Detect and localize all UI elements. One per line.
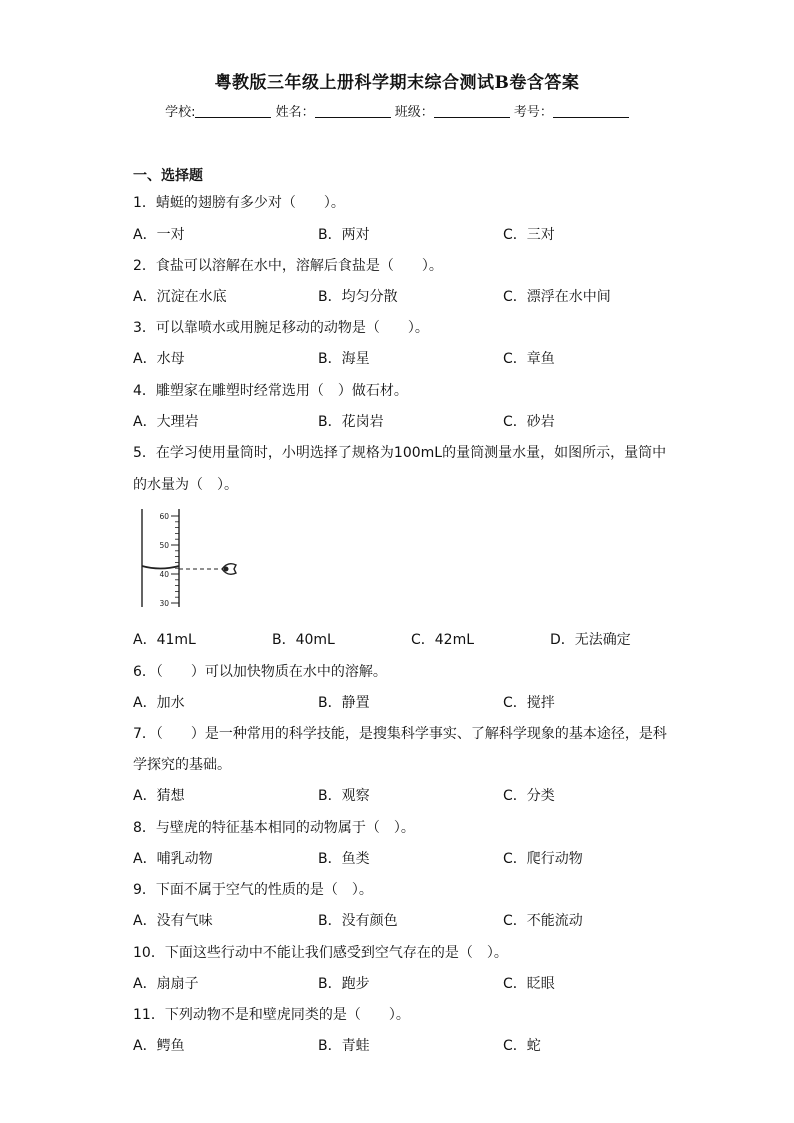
- q2-option-c[interactable]: C．漂浮在水中间: [503, 289, 611, 305]
- question-6: 6．（ ）可以加快物质在水中的溶解。: [133, 664, 387, 680]
- q5-option-a[interactable]: A．41mL: [133, 632, 196, 648]
- question-8: 8．与壁虎的特征基本相同的动物属于（ ）。: [133, 820, 415, 836]
- number-blank[interactable]: [553, 104, 629, 118]
- tick-label-40: 40: [159, 570, 169, 579]
- q5-option-c[interactable]: C．42mL: [411, 632, 475, 648]
- page-title: 粤教版三年级上册科学期末综合测试B卷含答案: [214, 73, 580, 93]
- q11-option-a[interactable]: A．鳄鱼: [133, 1038, 185, 1054]
- q1-option-c[interactable]: C．三对: [503, 227, 555, 243]
- name-label: 姓名：: [275, 105, 315, 120]
- q8-option-c[interactable]: C．爬行动物: [503, 851, 583, 867]
- school-label: 学校:: [165, 105, 196, 120]
- question-5-continued: 的水量为（ ）。: [133, 477, 238, 493]
- school-blank[interactable]: [195, 104, 271, 118]
- question-4: 4．雕塑家在雕塑时经常选用（ ）做石材。: [133, 383, 408, 399]
- question-3: 3．可以靠喷水或用腕足移动的动物是（ ）。: [133, 320, 429, 336]
- question-2: 2．食盐可以溶解在水中，溶解后食盐是（ ）。: [133, 258, 443, 274]
- question-7: 7．（ ）是一种常用的科学技能，是搜集科学事实、了解科学现象的基本途径，是科: [133, 726, 667, 742]
- q11-option-b[interactable]: B．青蛙: [318, 1038, 370, 1054]
- q6-option-c[interactable]: C．搅拌: [503, 695, 555, 711]
- q7-option-b[interactable]: B．观察: [318, 788, 370, 804]
- question-7-continued: 学探究的基础。: [133, 757, 231, 773]
- q5-option-b[interactable]: B．40mL: [272, 632, 335, 648]
- student-info-line: [0, 101, 794, 120]
- q10-option-a[interactable]: A．扇扇子: [133, 976, 199, 992]
- tick-label-30: 30: [159, 599, 169, 608]
- eye-icon: [222, 564, 236, 575]
- q10-option-c[interactable]: C．眨眼: [503, 976, 555, 992]
- q8-option-a[interactable]: A．哺乳动物: [133, 851, 213, 867]
- q3-option-b[interactable]: B．海星: [318, 351, 370, 367]
- q8-option-b[interactable]: B．鱼类: [318, 851, 370, 867]
- q4-option-b[interactable]: B．花岗岩: [318, 414, 384, 430]
- question-5: 5．在学习使用量筒时，小明选择了规格为100mL的量筒测量水量，如图所示，量筒中: [133, 445, 667, 461]
- question-10: 10．下面这些行动中不能让我们感受到空气存在的是（ ）。: [133, 945, 508, 961]
- question-11: 11．下列动物不是和壁虎同类的是（ ）。: [133, 1007, 410, 1023]
- q6-option-a[interactable]: A．加水: [133, 695, 185, 711]
- graduated-cylinder-figure: [133, 505, 243, 615]
- question-1: 1．蜻蜓的翅膀有多少对（ ）。: [133, 195, 345, 211]
- tick-label-50: 50: [159, 541, 169, 550]
- name-blank[interactable]: [315, 104, 391, 118]
- q2-option-b[interactable]: B．均匀分散: [318, 289, 398, 305]
- q10-option-b[interactable]: B．跑步: [318, 976, 370, 992]
- q6-option-b[interactable]: B．静置: [318, 695, 370, 711]
- q4-option-a[interactable]: A．大理岩: [133, 414, 199, 430]
- question-9: 9．下面不属于空气的性质的是（ ）。: [133, 882, 373, 898]
- q11-option-c[interactable]: C．蛇: [503, 1038, 541, 1054]
- number-label: 考号：: [513, 105, 553, 120]
- q2-option-a[interactable]: A．沉淀在水底: [133, 289, 227, 305]
- q1-option-b[interactable]: B．两对: [318, 227, 370, 243]
- q1-option-a[interactable]: A．一对: [133, 227, 185, 243]
- q4-option-c[interactable]: C．砂岩: [503, 414, 555, 430]
- q7-option-a[interactable]: A．猜想: [133, 788, 185, 804]
- q3-option-c[interactable]: C．章鱼: [503, 351, 555, 367]
- section-heading: 一、选择题: [133, 168, 203, 184]
- class-label: 班级：: [394, 105, 434, 120]
- q5-option-d[interactable]: D．无法确定: [550, 632, 631, 648]
- water-meniscus: [142, 566, 179, 569]
- q7-option-c[interactable]: C．分类: [503, 788, 555, 804]
- q3-option-a[interactable]: A．水母: [133, 351, 185, 367]
- cylinder-diagram: [133, 505, 243, 611]
- q9-option-c[interactable]: C．不能流动: [503, 913, 583, 929]
- tick-label-60: 60: [159, 512, 169, 521]
- q9-option-a[interactable]: A．没有气味: [133, 913, 213, 929]
- q9-option-b[interactable]: B．没有颜色: [318, 913, 398, 929]
- class-blank[interactable]: [434, 104, 510, 118]
